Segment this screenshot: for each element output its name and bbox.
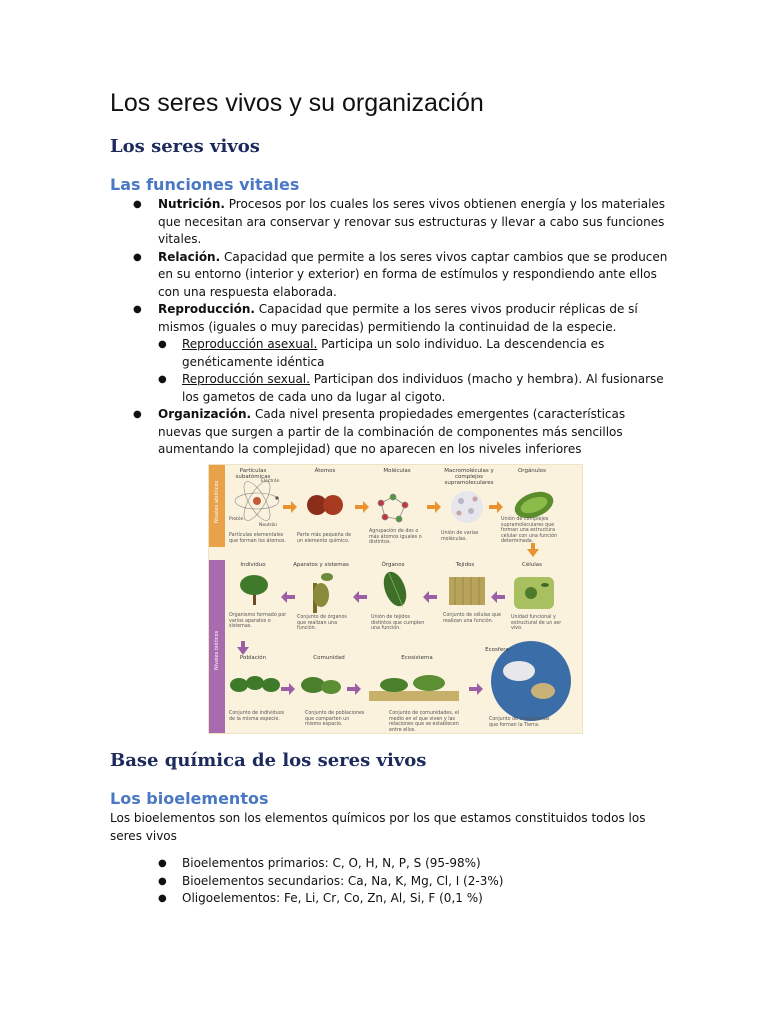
list-item-relacion: ● Relación. Capacidad que permite a los seres vivos captar cambios que se producen en su entorno (interior y exterior) en forma de estímulos y respondiendo ante ellos con una respuesta elaborada. [110,249,670,302]
community-icon [301,677,341,694]
band-biotic-label: Niveles bióticos [214,630,220,670]
list-item-reproduccion-asexual: ● Reproducción asexual. Participa un solo individuo. La descendencia es genéticamente idéntica [158,336,670,371]
fig-head-moleculas: Moléculas [383,468,411,474]
funciones-list [110,196,670,459]
subheading-bioelementos: Los bioelementos [110,789,269,808]
fig-cap-atomos: Parte más pequeña de un elemento químico. [297,533,352,544]
list-item-nutricion: ● Nutrición. Procesos por los cuales los seres vivos obtienen energía y los materiales que necesitan ara conservar y renovar sus estructuras y llevar a cabo sus funciones vitales. [110,196,670,249]
atoms-icon [307,495,343,515]
fig-cap-ecosistema: Conjunto de comunidades, el medio en el que viven y las relaciones que se establecen entre ellos. [389,711,460,733]
label-proton: Protón [229,517,244,522]
band-abiotic-label: Niveles abióticos [214,480,220,523]
fig-cap-particulas: Partículas elementales que forman los átomos. [229,533,286,544]
row2-arrows [237,591,505,695]
leaf-organ-icon [379,569,410,610]
label-neutron: Neutrón [259,523,278,528]
cell-icon [514,577,554,609]
fig-cap-ecosfera: Conjunto de ecosistemas que forman la Tierra. [489,717,550,728]
bioelementos-intro: Los bioelementos son los elementos químicos por los que estamos constituidos todos los seres vivos [110,811,646,843]
fig-cap-celulas: Unidad funcional y estructural de un ser vivo. [511,615,562,632]
molecule-icon [378,494,408,522]
fig-cap-individuo: Organismo formado por varios aparatos o sistemas. [229,613,287,630]
fig-head-poblacion: Población [239,655,267,661]
fig-head-celulas: Células [521,562,542,568]
fig-head-particulas: Partículas subatómicas [235,468,271,480]
fig-head-individuo: Individuo [240,562,266,568]
label-electron: Electrón [261,479,280,484]
section-base-quimica [110,748,670,908]
bioelementos-list [110,855,670,908]
fig-cap-moleculas: Agrupación de dos o más átomos iguales o distintos. [369,529,422,546]
macromolecule-icon [451,491,483,523]
fig-head-organos: Órganos [381,562,405,568]
document-page [110,86,670,459]
fig-head-ecosfera: Ecosfera [485,647,509,653]
fig-cap-aparatos: Conjunto de órganos que realizan una función. [297,615,347,632]
ecosphere-globe-icon [491,641,571,721]
page-title: Los seres vivos y su organización [110,89,484,117]
tree-individual-icon [240,575,268,605]
fig-cap-poblacion: Conjunto de individuos de la misma especie. [229,711,285,722]
fig-cap-comunidad: Conjunto de poblaciones que comparten un mismo espacio. [305,711,365,728]
subheading-funciones-vitales: Las funciones vitales [110,175,300,194]
section-heading-base-quimica: Base química de los seres vivos [110,750,427,771]
fig-head-organulos: Orgánulos [517,468,547,474]
list-item-oligoelementos: ● Oligoelementos: Fe, Li, Cr, Co, Zn, Al, Si, F (0,1 %) [158,890,670,908]
population-icon [230,676,280,692]
organization-levels-figure [208,464,583,734]
fig-head-aparatos: Aparatos y sistemas [293,562,349,568]
ecosystem-icon [369,675,459,701]
fig-cap-organos: Unión de tejidos distintos que cumplen una función. [371,615,425,632]
section-heading-seres-vivos: Los seres vivos [110,136,260,157]
list-item-reproduccion: ● Reproducción. Capacidad que permite a los seres vivos producir réplicas de sí mismos (iguales o muy parecidas) permitiendo la continuidad de la especie. ● Reproducción asexual. Participa un solo individuo. La descendencia es genéticamente idéntica ● Reproducción sexual. Participan dos individuos (macho y hembra). Al fusionarse los gametos de cada uno da lugar al cigoto. [110,301,670,406]
fig-cap-organulos: Unión de complejos supramoleculares que forman una estructura celular con una función determinada. [501,517,558,545]
fig-cap-tejidos: Conjunto de células que realizan una función. [443,613,501,624]
list-item-organizacion: ● Organización. Cada nivel presenta propiedades emergentes (características nuevas que surgen a partir de la combinación de componentes más sencillos aumentando la complejidad) que no aparecen en los niveles inferiores [110,406,670,459]
fig-head-ecosistema: Ecosistema [401,655,433,661]
figure-illustrations [209,465,582,733]
fig-head-atomos: Átomos [314,468,336,474]
list-item-reproduccion-sexual: ● Reproducción sexual. Participan dos individuos (macho y hembra). Al fusionarse los gametos de cada uno da lugar al cigoto. [158,371,670,406]
fig-head-comunidad: Comunidad [313,655,345,661]
fig-head-macromoleculas: Macromoléculas y complejos supramoleculares [444,468,494,486]
tissue-icon [449,577,485,605]
fig-head-tejidos: Tejidos [455,562,475,568]
fig-cap-macromoleculas: Unión de varias moléculas. [441,531,479,542]
list-item-secundarios: ● Bioelementos secundarios: Ca, Na, K, Mg, Cl, I (2-3%) [158,873,670,891]
reproduccion-sublist [158,336,670,406]
list-item-primarios: ● Bioelementos primarios: C, O, H, N, P, S (95-98%) [158,855,670,873]
systems-icon [313,573,333,613]
